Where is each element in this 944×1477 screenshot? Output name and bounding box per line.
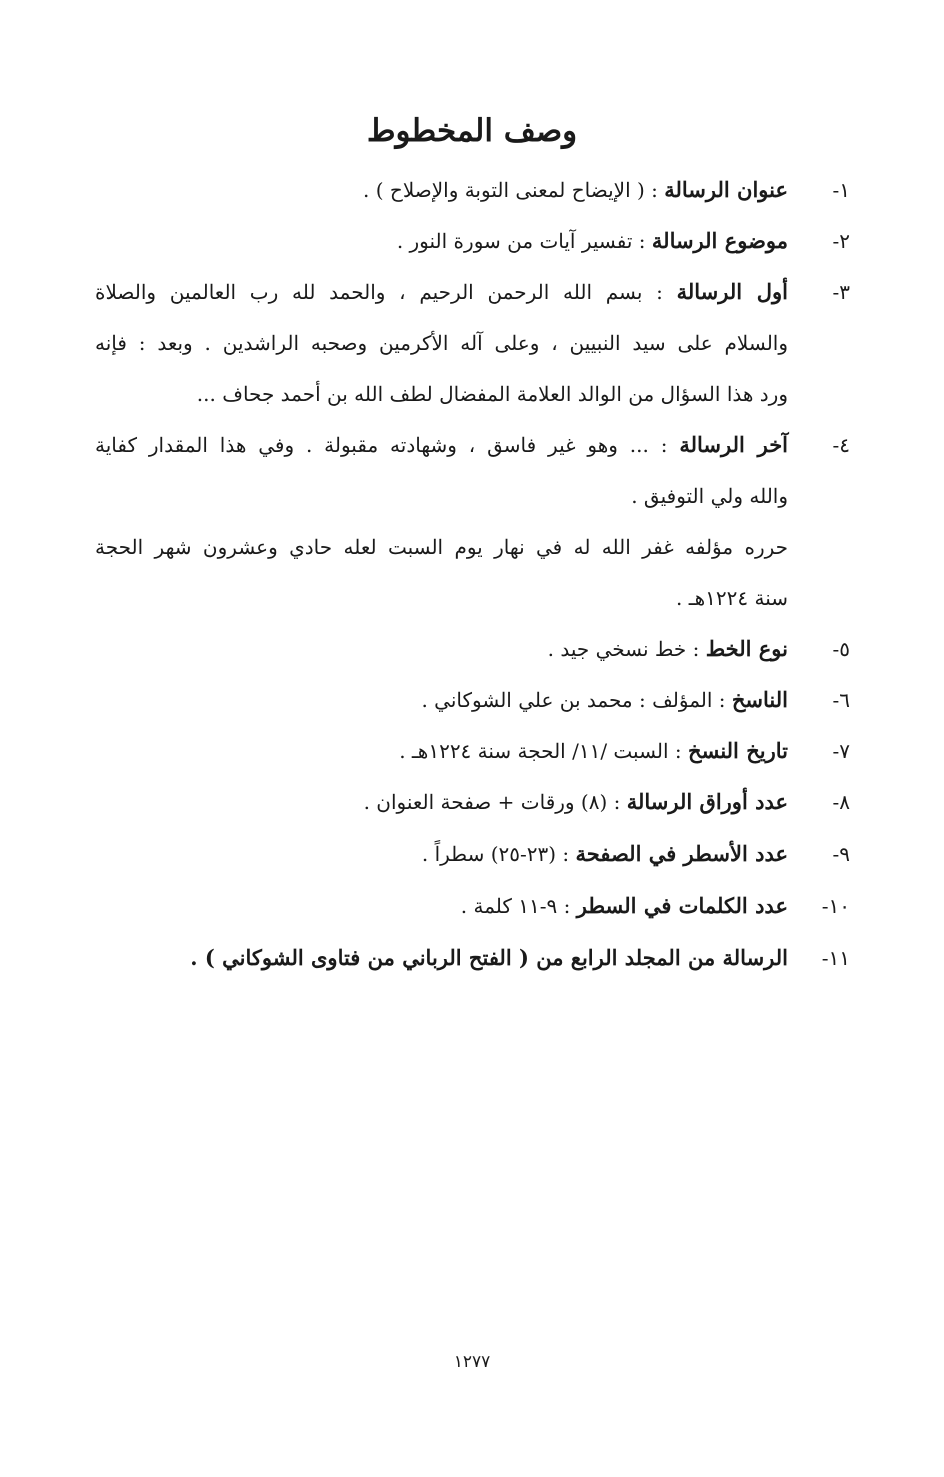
item-title-of-treatise [95, 172, 788, 208]
colophon-line: حرره مؤلفه غفر الله له في نهار يوم السبت لعله حادي وعشرون شهر الحجة [95, 535, 788, 559]
item-text: : تفسير آيات من سورة النور . [396, 229, 646, 253]
item-text: : بسم الله الرحمن الرحيم ، والحمد لله رب العالمين والصلاة [95, 280, 663, 304]
item-text: : (٨) ورقات + صفحة العنوان . [363, 790, 621, 814]
item-continuation-line: والسلام على سيد النبيين ، وعلى آله الأكرمين وصحبه الراشدين . وبعد : فإنه [95, 331, 788, 355]
item-number: ١١- [821, 946, 850, 970]
item-words-per-line [95, 888, 788, 924]
item-label: أول الرسالة [676, 279, 789, 304]
item-number: ٦- [832, 688, 850, 712]
page-title: وصف المخطوط [366, 113, 578, 149]
item-folio-count [95, 784, 788, 820]
item-label: عدد الكلمات في السطر [576, 893, 788, 918]
item-label: نوع الخط [705, 636, 788, 661]
item-copy-date [95, 733, 788, 769]
item-label: موضوع الرسالة [651, 228, 788, 253]
item-beginning-of-treatise [95, 274, 788, 310]
item-copyist [95, 682, 788, 718]
item-text: : (٢٣-٢٥) سطراً . [421, 842, 570, 866]
page-number: ١٢٧٧ [453, 1352, 491, 1372]
colophon-line: سنة ١٢٢٤هـ . [676, 586, 788, 610]
item-label: آخر الرسالة [679, 432, 789, 457]
item-end-of-treatise [95, 427, 788, 463]
item-label: عدد الأسطر في الصفحة [575, 841, 788, 866]
item-text: : ( الإيضاح لمعنى التوبة والإصلاح ) . [363, 178, 658, 202]
item-text: : ... وهو غير فاسق ، وشهادته مقبولة . وفي هذا المقدار كفاية [95, 433, 668, 457]
item-number: ٧- [832, 739, 850, 763]
item-number: ٩- [832, 842, 850, 866]
item-lines-per-page [95, 836, 788, 872]
item-text: : خط نسخي جيد . [547, 637, 700, 661]
item-continuation-line: والله ولي التوفيق . [631, 484, 788, 508]
item-label: الناسخ [731, 687, 788, 712]
item-number: ١٠- [821, 894, 850, 918]
item-subject-of-treatise [95, 223, 788, 259]
item-number: ٥- [832, 637, 850, 661]
item-script-type [95, 631, 788, 667]
item-text: الرسالة من المجلد الرابع من ( الفتح الرباني من فتاوى الشوكاني ) . [190, 945, 788, 970]
item-number: ٣- [832, 280, 850, 304]
item-number: ٤- [832, 433, 850, 457]
item-label: عدد أوراق الرسالة [626, 789, 788, 814]
item-text: : المؤلف : محمد بن علي الشوكاني . [421, 688, 726, 712]
item-text: : ٩-١١ كلمة . [460, 894, 571, 918]
item-number: ٨- [832, 790, 850, 814]
item-volume-source [95, 940, 788, 976]
item-label: عنوان الرسالة [664, 177, 788, 202]
item-label: تاريخ النسخ [688, 738, 788, 763]
item-number: ١- [832, 178, 850, 202]
item-text: : السبت /١١/ الحجة سنة ١٢٢٤هـ . [399, 739, 682, 763]
item-continuation-line: ورد هذا السؤال من الوالد العلامة المفضال لطف الله بن أحمد جحاف ... [196, 382, 788, 406]
item-number: ٢- [832, 229, 850, 253]
